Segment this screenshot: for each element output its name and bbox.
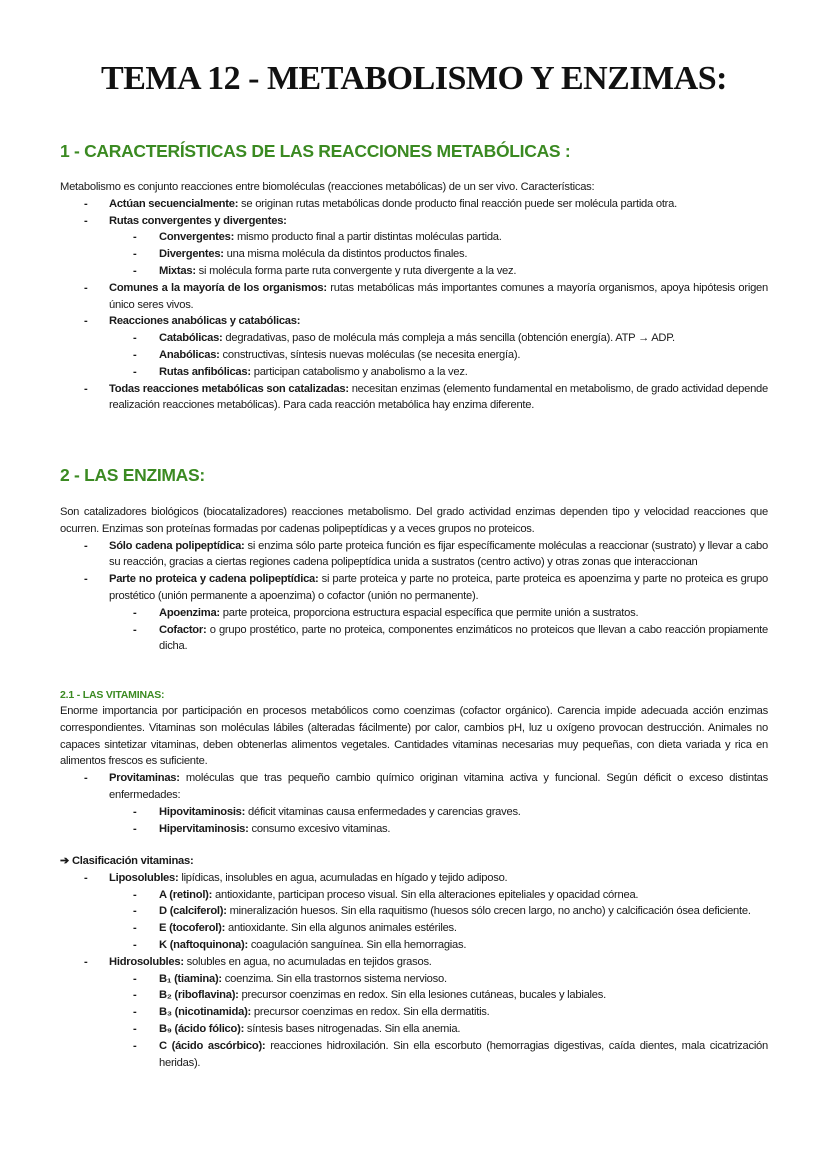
sub-list-item <box>60 920 768 937</box>
list-item <box>60 313 768 330</box>
item-text: reacciones hidroxilación. Sin ella escorbuto (hemorragias digestivas, caída dientes, mala cicatrización heridas). <box>159 1039 769 1069</box>
sub-list-item <box>60 887 768 904</box>
bullet: - <box>133 231 137 244</box>
item-term: Rutas anfibólicas: <box>159 365 251 378</box>
item-text: solubles en agua, no acumuladas en tejidos grasos. <box>183 955 432 968</box>
section-2-1-heading: 2.1 - LAS VITAMINAS: <box>60 689 165 701</box>
classification-heading: ➔ Clasificación vitaminas: <box>60 855 194 867</box>
sub-list-item <box>60 605 768 622</box>
sub-list-item <box>60 971 768 988</box>
bullet: - <box>133 922 137 935</box>
section-2-heading: 2 - LAS ENZIMAS: <box>60 465 205 485</box>
page-title: TEMA 12 - METABOLISMO Y ENZIMAS: <box>101 60 727 97</box>
section-1-heading: 1 - CARACTERÍSTICAS DE LAS REACCIONES METABÓLICAS : <box>60 141 571 161</box>
bullet: - <box>133 1022 137 1035</box>
item-term: K (naftoquinona): <box>159 938 248 951</box>
list-item <box>60 870 768 887</box>
sub-list-item <box>60 347 768 364</box>
item-text: antioxidante, participan proceso visual. Sin ella alteraciones epiteliales y opacidad córnea. <box>212 888 639 901</box>
bullet: - <box>133 972 137 985</box>
bullet: - <box>133 1039 137 1052</box>
classification-list <box>60 870 768 1072</box>
sub-list-item <box>60 1004 768 1021</box>
section-2-1-list <box>60 770 768 837</box>
item-text: si parte proteica y parte no proteica, parte proteica es apoenzima y parte no proteica es grupo prostético (unión permanente a apoenzima) o cofactor (unión no permanente). <box>109 573 768 602</box>
bullet: - <box>84 197 88 210</box>
item-term: C (ácido ascórbico): <box>159 1039 266 1052</box>
sub-list-item <box>60 1038 768 1072</box>
classification-body <box>60 853 768 1071</box>
item-text: o grupo prostético, parte no proteica, componentes enzimáticos no proteicos que llevan a cabo reacción propiamente dicha. <box>159 623 768 653</box>
bullet: - <box>133 805 137 818</box>
bullet: - <box>133 888 137 901</box>
item-text: precursor coenzimas en redox. Sin ella lesiones cutáneas, bucales y labiales. <box>238 989 606 1002</box>
item-text: coenzima. Sin ella trastornos sistema nervioso. <box>221 972 447 985</box>
item-text: constructivas, síntesis nuevas moléculas (se necesita energía). <box>219 348 521 361</box>
item-text: antioxidante. Sin ella algunos animales estériles. <box>225 922 457 935</box>
item-text: consumo excesivo vitaminas. <box>248 822 391 835</box>
item-term: Provitaminas: <box>109 772 180 785</box>
item-term: Comunes a la mayoría de los organismos: <box>109 281 327 294</box>
sub-list-item <box>60 229 768 246</box>
bullet: - <box>84 539 88 552</box>
bullet: - <box>84 955 88 968</box>
bullet: - <box>84 382 88 395</box>
item-term: Catabólicas: <box>159 332 223 345</box>
item-term: B₉ (ácido fólico): <box>159 1022 245 1035</box>
item-term: Divergentes: <box>159 248 224 261</box>
bullet: - <box>133 938 137 951</box>
item-term: Reacciones anabólicas y catabólicas: <box>109 315 301 328</box>
item-term: Actúan secuencialmente: <box>109 197 239 210</box>
sub-list-item <box>60 330 768 347</box>
list-item <box>60 213 768 230</box>
item-term: Mixtas: <box>159 264 196 277</box>
sub-list-item <box>60 903 768 920</box>
section-2-intro: Son catalizadores biológicos (biocatalizadores) reacciones metabolismo. Del grado actividad enzimas dependen tipo y velocidad reacciones que ocurren. Enzimas son proteínas formadas por cadenas polipeptídicas y a veces grupos no proteicos. <box>60 506 768 535</box>
section-2-1-intro: Enorme importancia por participación en procesos metabólicos como coenzimas (cofactor orgánico). Carencia impide adecuada acción enzimas correspondientes. Vitaminas son moléculas lábiles (alteradas fácilmente) por calor, cambios pH, luz u oxígeno provocan destrucción. Animales no capaces sintetizar vitaminas, deben obtenerlas alimentos vegetales. Cantidades vitaminas necesarias muy pequeñas, con dieta variada y rica en alimentos frescos es suficiente. <box>60 705 768 768</box>
item-text: parte proteica, proporciona estructura espacial específica que permite unión a sustratos. <box>219 606 639 619</box>
item-text: mineralización huesos. Sin ella raquitismo (huesos sólo crecen largo, no ancho) y calcificación ósea deficiente. <box>226 905 751 918</box>
item-text: síntesis bases nitrogenadas. Sin ella anemia. <box>244 1022 461 1035</box>
item-term: Hidrosolubles: <box>109 955 184 968</box>
list-item <box>60 381 768 415</box>
item-term: Rutas convergentes y divergentes: <box>109 214 287 227</box>
bullet: - <box>84 315 88 328</box>
sub-list-item <box>60 821 768 838</box>
sub-list-item <box>60 937 768 954</box>
bullet: - <box>133 348 137 361</box>
sub-list-item <box>60 263 768 280</box>
item-text: precursor coenzimas en redox. Sin ella dermatitis. <box>251 1006 490 1019</box>
item-text: lipídicas, insolubles en agua, acumuladas en hígado y tejido adiposo. <box>178 871 508 884</box>
item-text: participan catabolismo y anabolismo a la vez. <box>250 365 468 378</box>
item-term: Todas reacciones metabólicas son catalizadas: <box>109 382 349 395</box>
list-item <box>60 954 768 971</box>
list-item <box>60 538 768 572</box>
bullet: - <box>84 772 88 785</box>
item-term: Cofactor: <box>159 623 207 636</box>
item-text: degradativas, paso de molécula más compleja a más sencilla (obtención energía). ATP → ADP. <box>222 332 675 345</box>
item-text: una misma molécula da distintos productos finales. <box>223 248 468 261</box>
item-term: Hipervitaminosis: <box>159 822 249 835</box>
item-term: Anabólicas: <box>159 348 220 361</box>
item-text: déficit vitaminas causa enfermedades y carencias graves. <box>245 805 521 818</box>
item-text: se originan rutas metabólicas donde producto final reacción puede ser molécula partida otra. <box>238 197 677 210</box>
bullet: - <box>133 365 137 378</box>
item-term: B₁ (tiamina): <box>159 972 222 985</box>
item-term: B₃ (nicotinamida): <box>159 1006 252 1019</box>
item-text: moléculas que tras pequeño cambio químico originan vitamina activa y funcional. Según déficit o exceso distintas enfermedades: <box>109 772 768 801</box>
bullet: - <box>133 905 137 918</box>
bullet: - <box>133 606 137 619</box>
bullet: - <box>133 248 137 261</box>
item-term: Liposolubles: <box>109 871 179 884</box>
bullet: - <box>133 264 137 277</box>
item-term: D (calciferol): <box>159 905 227 918</box>
sub-list-item <box>60 622 768 656</box>
bullet: - <box>133 1006 137 1019</box>
bullet: - <box>133 623 137 636</box>
item-term: Apoenzima: <box>159 606 220 619</box>
sub-list-item <box>60 987 768 1004</box>
section-2-body <box>60 504 768 655</box>
item-text: coagulación sanguínea. Sin ella hemorragias. <box>247 938 467 951</box>
sub-list-item <box>60 246 768 263</box>
sub-list-item <box>60 804 768 821</box>
section-2-1-body <box>60 703 768 837</box>
list-item <box>60 571 768 605</box>
bullet: - <box>84 871 88 884</box>
list-item <box>60 770 768 804</box>
list-item <box>60 196 768 213</box>
section-2-list <box>60 538 768 656</box>
item-text: necesitan enzimas (elemento fundamental en metabolismo, de grado actividad depende realización reacciones metabólicas). Para cada reacción metabólica hay enzima diferente. <box>109 382 768 412</box>
item-text: rutas metabólicas más importantes comunes a mayoría organismos, apoya hipótesis origen único seres vivos. <box>109 281 768 311</box>
item-term: Parte no proteica y cadena polipeptídica: <box>109 573 319 586</box>
item-term: E (tocoferol): <box>159 922 226 935</box>
item-text: si enzima sólo parte proteica función es fijar específicamente moléculas a reaccionar (sustrato) y llevar a cabo su reacción, gracias a ciertas regiones cadena polipeptídica unida a sustratos (centro activo) y otras zonas que interaccionan <box>109 539 768 569</box>
item-text: si molécula forma parte ruta convergente y ruta divergente a la vez. <box>195 264 517 277</box>
bullet: - <box>84 281 88 294</box>
bullet: - <box>133 822 137 835</box>
section-1-body <box>60 179 768 414</box>
bullet: - <box>133 332 137 345</box>
sub-list-item <box>60 364 768 381</box>
sub-list-item <box>60 1021 768 1038</box>
list-item <box>60 280 768 314</box>
item-term: B₂ (riboflavina): <box>159 989 239 1002</box>
item-term: Hipovitaminosis: <box>159 805 246 818</box>
item-term: Convergentes: <box>159 231 235 244</box>
bullet: - <box>84 214 88 227</box>
section-1-list <box>60 196 768 414</box>
section-1-intro: Metabolismo es conjunto reacciones entre biomoléculas (reacciones metabólicas) de un ser vivo. Características: <box>60 181 595 193</box>
bullet: - <box>84 573 88 586</box>
bullet: - <box>133 989 137 1002</box>
item-text: mismo producto final a partir distintas moléculas partida. <box>234 231 502 244</box>
item-term: A (retinol): <box>159 888 213 901</box>
item-term: Sólo cadena polipeptídica: <box>109 539 245 552</box>
